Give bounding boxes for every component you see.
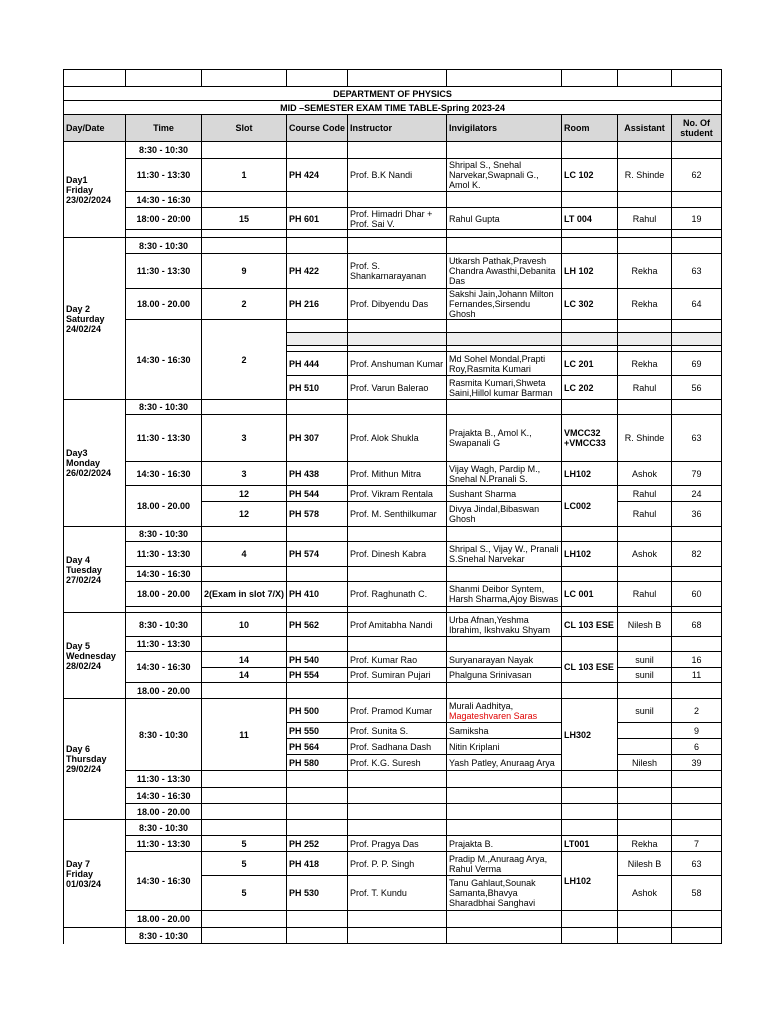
assistant-cell: R. Shinde [618,415,672,462]
invigilators-cell: Prajakta B., Amol K., Swapanali G [447,415,562,462]
time-cell: 11:30 - 13:30 [126,415,202,462]
slot-cell: 14 [202,668,287,683]
students-cell: 63 [672,415,722,462]
table-row [64,771,722,788]
invigilators-cell: Urba Afnan,Yeshma Ibrahim, Ikshvaku Shyam [447,613,562,637]
header-time: Time [126,115,202,142]
room-cell: LH 102 [562,254,618,289]
students-cell: 56 [672,376,722,400]
table-row [64,542,722,567]
assistant-cell: Rahul [618,502,672,527]
table-row [64,852,722,876]
assistant-cell: Rahul [618,486,672,502]
header-room: Room [562,115,618,142]
day-weekday: Saturday [66,313,105,324]
invigilators-cell: Samiksha [447,723,562,739]
instructor-cell: Prof Amitabha Nandi [348,613,447,637]
room-cell: LC 001 [562,582,618,607]
invigilators-cell: Md Sohel Mondal,Prapti Roy,Rasmita Kumari [447,352,562,376]
table-row [64,238,722,254]
room-cell: LC 202 [562,376,618,400]
header-row [64,115,722,142]
slot-cell: 12 [202,486,287,502]
students-cell: 60 [672,582,722,607]
room-cell: LH102 [562,852,618,911]
course-cell: PH 424 [287,159,348,192]
table-row [64,911,722,928]
slot-cell: 5 [202,852,287,876]
exam-timetable [63,69,722,944]
assistant-cell: Nilesh B [618,613,672,637]
table-row [64,637,722,652]
table-row [64,159,722,192]
students-cell: 7 [672,836,722,852]
students-cell: 69 [672,352,722,376]
time-cell: 14:30 - 16:30 [126,320,202,400]
time-cell: 14:30 - 16:30 [126,462,202,486]
invigilators-cell: Sakshi Jain,Johann Milton Fernandes,Sirsendu Ghosh [447,289,562,320]
course-cell: PH 438 [287,462,348,486]
header-instructor: Instructor [348,115,447,142]
invigilators-cell [447,699,562,723]
slot-cell: 11 [202,699,287,771]
course-cell: PH 444 [287,352,348,376]
invigilators-highlight: Magateshvaren Saras [449,710,538,721]
time-cell: 18.00 - 20.00 [126,289,202,320]
instructor-cell: Prof. Pramod Kumar [348,699,447,723]
day-date: 27/02/24 [66,574,102,585]
assistant-cell: Rahul [618,582,672,607]
day-name: Day 5 [66,640,91,651]
time-cell: 8:30 - 10:30 [126,613,202,637]
time-cell: 8:30 - 10:30 [126,928,202,944]
room-cell: LC 302 [562,289,618,320]
invigilators-cell: Sushant Sharma [447,486,562,502]
table-row [64,582,722,607]
day-cell [64,142,126,238]
assistant-cell: sunil [618,668,672,683]
students-cell: 6 [672,739,722,755]
slot-cell: 5 [202,836,287,852]
instructor-cell: Prof. P. P. Singh [348,852,447,876]
instructor-cell: Prof. B.K Nandi [348,159,447,192]
students-cell: 79 [672,462,722,486]
department-title: DEPARTMENT OF PHYSICS [64,87,722,101]
course-cell: PH 562 [287,613,348,637]
day-weekday: Wednesday [66,650,116,661]
assistant-cell: Rekha [618,836,672,852]
time-cell: 14:30 - 16:30 [126,192,202,208]
assistant-cell: Nilesh B [618,852,672,876]
time-cell: 8:30 - 10:30 [126,820,202,836]
day-date: 28/02/24 [66,660,102,671]
invigilators-cell: Shripal S., Vijay W., Pranali S.Snehal Narvekar [447,542,562,567]
instructor-cell: Prof. Vikram Rentala [348,486,447,502]
instructor-cell: Prof. Kumar Rao [348,652,447,668]
invigilators-cell: Shanmi Deibor Syntem, Harsh Sharma,Ajoy Biswas [447,582,562,607]
invigilators-cell: Tanu Gahlaut,Sounak Samanta,Bhavya Sharadbhai Sanghavi [447,876,562,911]
day-cell [64,527,126,613]
header-invigilators: Invigilators [447,115,562,142]
invigilators-cell: Pradip M.,Anuraag Arya, Rahul Verma [447,852,562,876]
header-slot: Slot [202,115,287,142]
instructor-cell: Prof. Varun Balerao [348,376,447,400]
table-row [64,462,722,486]
time-cell: 8:30 - 10:30 [126,699,202,771]
time-cell: 18:00 - 20:00 [126,208,202,230]
slot-cell: 2 [202,289,287,320]
students-cell: 9 [672,723,722,739]
students-cell: 82 [672,542,722,567]
slot-cell: 2(Exam in slot 7/X) [202,582,287,607]
invigilators-cell: Suryanarayan Nayak [447,652,562,668]
time-cell: 18.00 - 20.00 [126,911,202,928]
slot-cell: 12 [202,502,287,527]
time-cell: 18.00 - 20.00 [126,486,202,527]
time-cell: 11:30 - 13:30 [126,836,202,852]
day-date: 24/02/24 [66,323,102,334]
invigilators-text: Murali Aadhitya, [449,700,514,711]
room-cell: LH102 [562,462,618,486]
instructor-cell: Prof. S. Shankarnarayanan [348,254,447,289]
instructor-cell: Prof. T. Kundu [348,876,447,911]
table-row [64,699,722,723]
course-cell: PH 500 [287,699,348,723]
course-cell: PH 554 [287,668,348,683]
time-cell: 8:30 - 10:30 [126,527,202,542]
day-cell [64,238,126,400]
day-name: Day 7 [66,858,91,869]
instructor-cell: Prof. Dinesh Kabra [348,542,447,567]
day-weekday: Monday [66,458,101,468]
table-row [64,289,722,320]
room-cell: LC 102 [562,159,618,192]
course-cell: PH 252 [287,836,348,852]
table-row [64,486,722,502]
invigilators-cell: Yash Patley, Anuraag Arya [447,755,562,771]
invigilators-cell: Vijay Wagh, Pardip M., Snehal N.Pranali S. [447,462,562,486]
course-cell: PH 418 [287,852,348,876]
students-cell: 64 [672,289,722,320]
assistant-cell: sunil [618,699,672,723]
slot-cell: 1 [202,159,287,192]
time-cell: 8:30 - 10:30 [126,238,202,254]
timetable-sheet [63,69,722,944]
time-cell: 14:30 - 16:30 [126,788,202,804]
table-row [64,320,722,333]
instructor-cell: Prof. Sumiran Pujari [348,668,447,683]
students-cell: 62 [672,159,722,192]
course-cell: PH 307 [287,415,348,462]
instructor-cell: Prof. Alok Shukla [348,415,447,462]
time-cell: 14:30 - 16:30 [126,652,202,683]
table-row [64,804,722,820]
day-date: 26/02/2024 [66,468,112,478]
assistant-cell: Rekha [618,289,672,320]
students-cell: 11 [672,668,722,683]
assistant-cell: Nilesh [618,755,672,771]
room-cell: VMCC32 +VMCC33 [562,415,618,462]
day-cell [64,820,126,928]
header-course: Course Code [287,115,348,142]
time-cell: 8:30 - 10:30 [126,400,202,415]
time-cell: 11:30 - 13:30 [126,542,202,567]
day-date: 01/03/24 [66,878,102,889]
room-cell: LC002 [562,486,618,527]
room-cell: LC 201 [562,352,618,376]
time-cell: 18.00 - 20.00 [126,804,202,820]
time-cell: 8:30 - 10:30 [126,142,202,159]
students-cell: 63 [672,254,722,289]
instructor-cell: Prof. M. Senthilkumar [348,502,447,527]
slot-cell: 5 [202,876,287,911]
table-row [64,788,722,804]
time-cell: 11:30 - 13:30 [126,159,202,192]
day-name: Day 4 [66,554,91,565]
slot-cell: 10 [202,613,287,637]
instructor-cell: Prof. Mithun Mitra [348,462,447,486]
table-row [64,415,722,462]
table-row [64,652,722,668]
invigilators-cell: Phalguna Srinivasan [447,668,562,683]
room-cell: LT001 [562,836,618,852]
invigilators-cell: Rahul Gupta [447,208,562,230]
day-weekday: Friday [66,868,94,879]
table-row [64,230,722,238]
invigilators-cell: Shripal S., Snehal Narvekar,Swapnali G., Amol K. [447,159,562,192]
table-row [64,683,722,699]
assistant-cell: Rekha [618,254,672,289]
room-cell: LT 004 [562,208,618,230]
course-cell: PH 564 [287,739,348,755]
header-day: Day/Date [64,115,126,142]
course-cell: PH 578 [287,502,348,527]
day-cell [64,400,126,527]
time-cell: 14:30 - 16:30 [126,567,202,582]
students-cell: 39 [672,755,722,771]
table-row [64,208,722,230]
day-weekday: Thursday [66,754,107,764]
table-row [64,142,722,159]
students-cell: 68 [672,613,722,637]
time-cell: 18.00 - 20.00 [126,683,202,699]
invigilators-cell: Utkarsh Pathak,Pravesh Chandra Awasthi,Debanita Das [447,254,562,289]
slot-cell: 2 [202,320,287,400]
invigilators-cell: Divya Jindal,Bibaswan Ghosh [447,502,562,527]
slot-cell: 9 [202,254,287,289]
students-cell: 2 [672,699,722,723]
assistant-cell: Rahul [618,208,672,230]
room-cell: LH102 [562,542,618,567]
slot-cell: 3 [202,415,287,462]
day-name: Day 2 [66,303,91,314]
assistant-cell: Rekha [618,352,672,376]
students-cell: 16 [672,652,722,668]
header-assistant: Assistant [618,115,672,142]
course-cell: PH 216 [287,289,348,320]
day-cell [64,613,126,699]
course-cell: PH 544 [287,486,348,502]
course-cell: PH 601 [287,208,348,230]
course-cell: PH 574 [287,542,348,567]
assistant-cell: R. Shinde [618,159,672,192]
course-cell: PH 540 [287,652,348,668]
course-cell: PH 422 [287,254,348,289]
room-cell: CL 103 ESE [562,613,618,637]
instructor-cell: Prof. Raghunath C. [348,582,447,607]
instructor-cell: Prof. Pragya Das [348,836,447,852]
course-cell: PH 410 [287,582,348,607]
table-row [64,527,722,542]
blank-row [64,70,722,87]
students-cell: 36 [672,502,722,527]
invigilators-cell: Prajakta B. [447,836,562,852]
day-date: 23/02/2024 [66,194,112,205]
students-cell: 63 [672,852,722,876]
room-cell: LH302 [562,699,618,771]
instructor-cell: Prof. K.G. Suresh [348,755,447,771]
table-row [64,836,722,852]
time-cell: 14:30 - 16:30 [126,852,202,911]
table-row [64,254,722,289]
time-cell: 11:30 - 13:30 [126,254,202,289]
slot-cell: 14 [202,652,287,668]
assistant-cell: Ashok [618,876,672,911]
students-cell: 24 [672,486,722,502]
timetable-subtitle: MID –SEMESTER EXAM TIME TABLE-Spring 2023-24 [64,101,722,115]
day-cell [64,699,126,820]
day-weekday: Tuesday [66,564,102,575]
course-cell: PH 510 [287,376,348,400]
table-row [64,613,722,637]
table-row [64,567,722,582]
invigilators-cell: Rasmita Kumari,Shweta Saini,Hillol kumar Barman [447,376,562,400]
assistant-cell: Ashok [618,462,672,486]
time-cell: 18.00 - 20.00 [126,582,202,607]
day-name: Day 6 [66,744,91,754]
table-row [64,820,722,836]
course-cell: PH 530 [287,876,348,911]
slot-cell: 4 [202,542,287,567]
invigilators-cell: Nitin Kriplani [447,739,562,755]
time-cell: 11:30 - 13:30 [126,771,202,788]
assistant-cell: Ashok [618,542,672,567]
table-row [64,400,722,415]
day-name: Day3 [66,448,88,458]
day-weekday: Friday [66,184,94,195]
slot-cell: 3 [202,462,287,486]
instructor-cell: Prof. Anshuman Kumar [348,352,447,376]
instructor-cell: Prof. Dibyendu Das [348,289,447,320]
assistant-cell: Rahul [618,376,672,400]
course-cell: PH 580 [287,755,348,771]
students-cell: 58 [672,876,722,911]
table-row [64,928,722,944]
header-students: No. Of student [672,115,722,142]
instructor-cell: Prof. Himadri Dhar + Prof. Sai V. [348,208,447,230]
day-name: Day1 [66,174,88,185]
slot-cell: 15 [202,208,287,230]
day-date: 29/02/24 [66,764,102,774]
table-row [64,192,722,208]
students-cell: 19 [672,208,722,230]
instructor-cell: Prof. Sunita S. [348,723,447,739]
course-cell: PH 550 [287,723,348,739]
time-cell: 11:30 - 13:30 [126,637,202,652]
room-cell: CL 103 ESE [562,652,618,683]
assistant-cell: sunil [618,652,672,668]
instructor-cell: Prof. Sadhana Dash [348,739,447,755]
